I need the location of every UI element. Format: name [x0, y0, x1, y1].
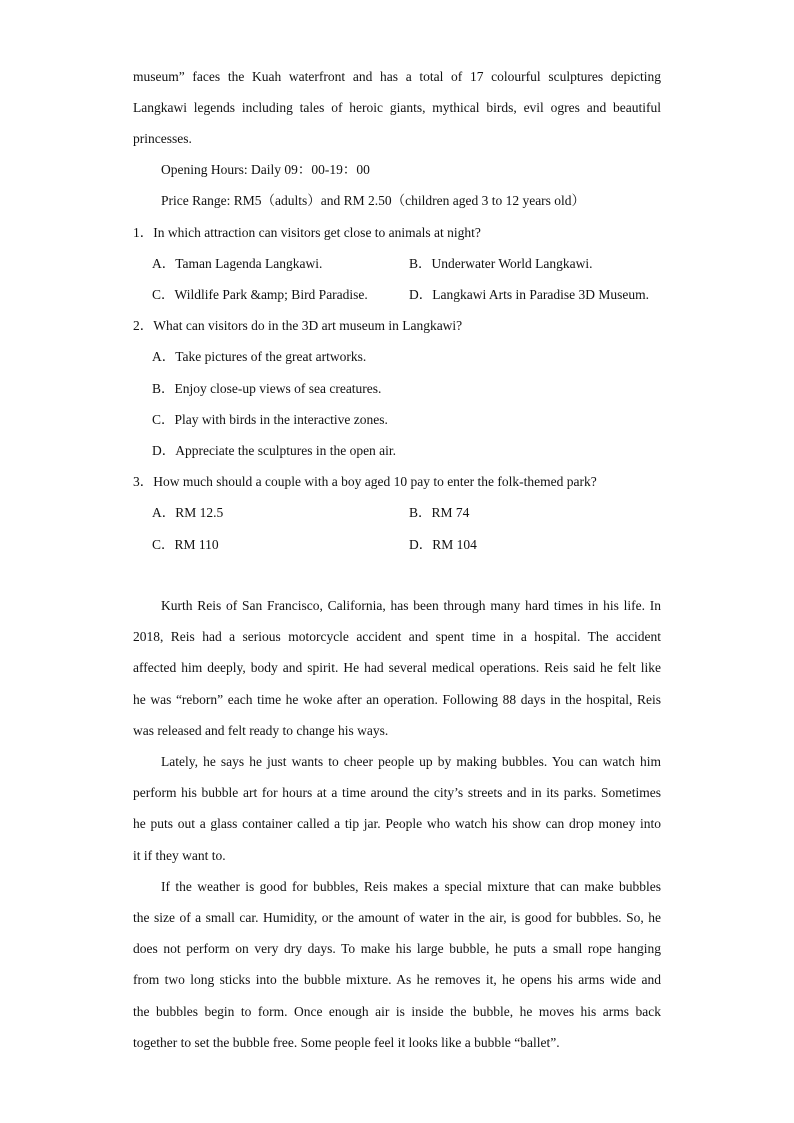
intro-line: Langkawi legends including tales of heroic giants, mythical birds, evil ogres and beautiful [133, 100, 661, 115]
passage-line: he puts out a glass container called a tip jar. People who watch his show can drop money into [133, 816, 661, 831]
passage-line: was released and felt ready to change his ways. [133, 723, 389, 738]
question-2-option-b[interactable]: B．Enjoy close-up views of sea creatures. [152, 381, 382, 396]
passage-line: he was “reborn” each time he woke after an operation. Following 88 days in the hospital, Reis [133, 692, 661, 707]
question-3-option-a[interactable]: A．RM 12.5 [152, 505, 224, 520]
question-1-option-a[interactable]: A．Taman Lagenda Langkawi. [152, 256, 323, 271]
intro-line: princesses. [133, 131, 192, 146]
question-1-option-c[interactable]: C．Wildlife Park &amp; Bird Paradise. [152, 287, 368, 302]
question-2-option-a[interactable]: A．Take pictures of the great artworks. [152, 349, 367, 364]
passage-line: affected him deeply, body and spirit. He had several medical operations. Reis said he felt like [133, 660, 661, 675]
question-1-option-d[interactable]: D．Langkawi Arts in Paradise 3D Museum. [409, 287, 649, 302]
passage-line: together to set the bubble free. Some people feel it looks like a bubble “ballet”. [133, 1035, 560, 1050]
question-3-stem: 3．How much should a couple with a boy aged 10 pay to enter the folk-themed park? [133, 474, 597, 489]
question-2-option-c[interactable]: C．Play with birds in the interactive zones. [152, 412, 388, 427]
passage-line: Lately, he says he just wants to cheer people up by making bubbles. You can watch him [161, 754, 661, 769]
passage-line: perform his bubble art for hours at a time around the city’s streets and in its parks. Sometimes [133, 785, 661, 800]
intro-line: museum” faces the Kuah waterfront and has a total of 17 colourful sculptures depicting [133, 69, 661, 84]
passage-line: If the weather is good for bubbles, Reis makes a special mixture that can make bubbles [161, 879, 661, 894]
passage-line: it if they want to. [133, 848, 226, 863]
passage-line: does not perform on very dry days. To make his large bubble, he puts a small rope hanging [133, 941, 661, 956]
passage-line: the bubbles begin to form. Once enough air is inside the bubble, he moves his arms back [133, 1004, 661, 1019]
question-3-option-d[interactable]: D．RM 104 [409, 537, 477, 552]
passage-line: Kurth Reis of San Francisco, California, has been through many hard times in his life. In [161, 598, 661, 613]
question-3-option-b[interactable]: B．RM 74 [409, 505, 470, 520]
question-1-option-b[interactable]: B．Underwater World Langkawi. [409, 256, 593, 271]
question-2-stem: 2．What can visitors do in the 3D art museum in Langkawi? [133, 318, 463, 333]
question-2-option-d[interactable]: D．Appreciate the sculptures in the open air. [152, 443, 397, 458]
passage-line: 2018, Reis had a serious motorcycle accident and spent time in a hospital. The accident [133, 629, 661, 644]
question-3-option-c[interactable]: C．RM 110 [152, 537, 219, 552]
question-1-stem: 1．In which attraction can visitors get close to animals at night? [133, 225, 481, 240]
passage-line: from two long sticks into the bubble mixture. As he removes it, he opens his arms wide and [133, 972, 661, 987]
price-range: Price Range: RM5（adults）and RM 2.50（children aged 3 to 12 years old） [161, 193, 586, 208]
passage-line: the size of a small car. Humidity, or the amount of water in the air, is good for bubbles. So, he [133, 910, 661, 925]
opening-hours: Opening Hours: Daily 09：00-19：00 [161, 162, 370, 177]
